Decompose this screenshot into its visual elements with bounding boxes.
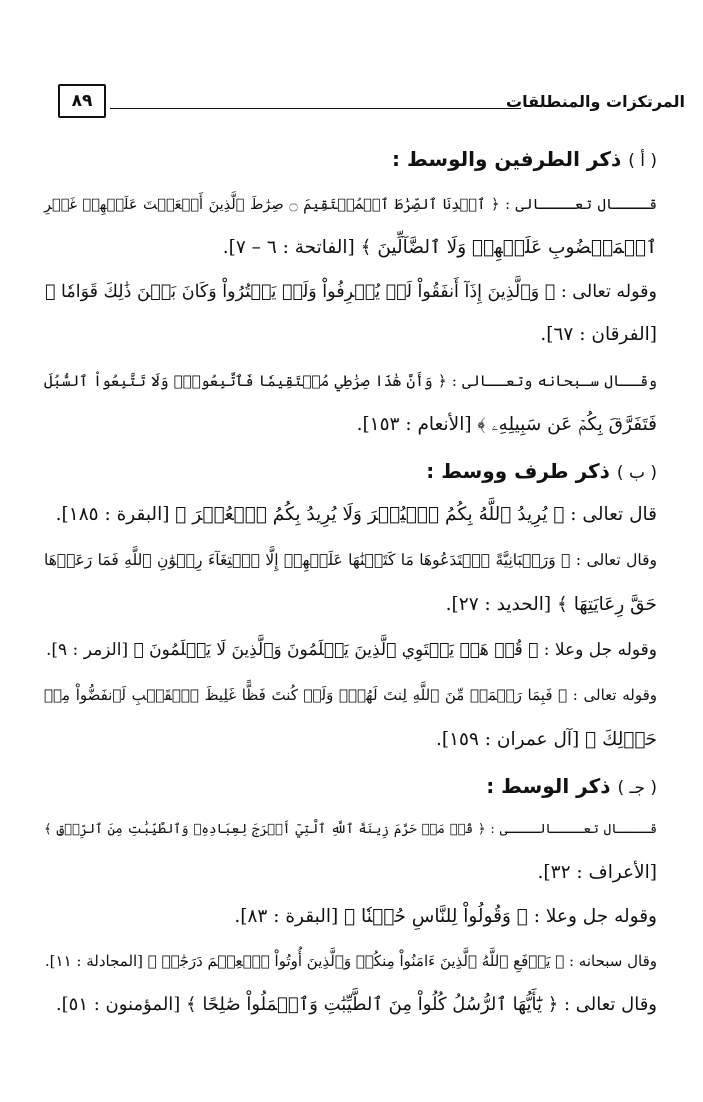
text-line: حَوۡلِكَ ﴾ [آل عمران : ١٥٩]. xyxy=(436,729,657,750)
header-rule xyxy=(110,108,521,109)
page-number: ٨٩ xyxy=(58,84,106,118)
text-line: قــــال تعــــالــــى : ﴿ قُلۡ مَنۡ حَرَّمَ زِينَةَ ٱللَّهِ ٱلَّتِيٓ أَخۡرَجَ لِعِبَادِهِۦ وَٱلطَّيِّبَٰتِ مِنَ ٱلرِّزۡقِ ﴾ xyxy=(44,822,657,837)
text-line: وقال سبحانه : ﴿ يَرۡفَعِ ٱللَّهُ ٱلَّذِينَ ءَامَنُواْ مِنكُمۡ وَٱلَّذِينَ أُوتُواْ ٱلۡعِلۡمَ دَرَجَٰتٖ ﴾ [المجادلة : ١١]. xyxy=(44,952,657,970)
section-heading-a xyxy=(392,144,657,176)
text-line: [الأعراف : ٣٢]. xyxy=(537,862,657,883)
section-heading-c xyxy=(486,771,657,803)
section-title: ذكر الطرفين والوسط : xyxy=(392,147,622,171)
text-line: قــــال تعــــالى : ﴿ ٱهۡدِنَا ٱلصِّرَٰطَ ٱلۡمُسۡتَقِيمَ ۝ صِرَٰطَ ٱلَّذِينَ أَنۡعَمۡتَ عَلَيۡهِمۡ غَيۡرِ xyxy=(44,197,657,213)
running-title: المرتكزات والمنطلقات xyxy=(506,92,685,111)
text-line: فَتَفَرَّقَ بِكُمۡ عَن سَبِيلِهِۦ ﴾ [الأنعام : ١٥٣]. xyxy=(356,414,657,435)
section-letter: ( ب ) xyxy=(616,463,657,483)
text-line: قال تعالى : ﴿ يُرِيدُ ٱللَّهُ بِكُمُ ٱلۡيُسۡرَ وَلَا يُرِيدُ بِكُمُ ٱلۡعُسۡرَ ﴾ [البقرة : ١٨٥]. xyxy=(55,504,657,525)
running-header xyxy=(58,84,685,124)
section-letter: ( أ ) xyxy=(628,151,657,171)
section-letter: ( جـ ) xyxy=(617,778,657,798)
text-line: وقوله تعالى : ﴿ وَٱلَّذِينَ إِذَآ أَنفَقُواْ لَمۡ يُسۡرِفُواْ وَلَمۡ يَقۡتُرُواْ وَكَانَ بَيۡنَ ذَٰلِكَ قَوَامٗا ﴾ xyxy=(44,282,657,302)
text-line: [الفرقان : ٦٧]. xyxy=(540,324,657,345)
text-line: وقوله تعالى : ﴿ فَبِمَا رَحۡمَةٖ مِّنَ ٱللَّهِ لِنتَ لَهُمۡۖ وَلَوۡ كُنتَ فَظًّا غَلِيظَ ٱلۡقَلۡبِ لَٱنفَضُّواْ مِنۡ xyxy=(44,686,657,704)
section-heading-b xyxy=(426,456,657,488)
text-line: وقــال سـبحانه وتعــالى : ﴿ وَأَنَّ هَٰذَا صِرَٰطِي مُسۡتَقِيمٗا فَٱتَّبِعُوهُۖ وَلَا تَتَّبِعُواْ ٱلسُّبُلَ xyxy=(44,372,657,390)
text-line: حَقَّ رِعَايَتِهَا ﴾ [الحديد : ٢٧]. xyxy=(445,594,657,615)
text-line: وقال تعالى : ﴿ يَٰٓأَيُّهَا ٱلرُّسُلُ كُلُواْ مِنَ ٱلطَّيِّبَٰتِ وَٱعۡمَلُواْ صَٰلِحًا ﴾ [المؤمنون : ٥١]. xyxy=(55,994,657,1015)
text-line: وقوله جل وعلا : ﴿ وَقُولُواْ لِلنَّاسِ حُسۡنٗا ﴾ [البقرة : ٨٣]. xyxy=(234,906,657,927)
text-line: وقوله جل وعلا : ﴿ قُلۡ هَلۡ يَسۡتَوِي ٱلَّذِينَ يَعۡلَمُونَ وَٱلَّذِينَ لَا يَعۡلَمُونَ ﴾ [الزمر : ٩]. xyxy=(45,640,657,660)
text-line: وقال تعالى : ﴿ وَرَهۡبَانِيَّةً ٱبۡتَدَعُوهَا مَا كَتَبۡنَٰهَا عَلَيۡهِمۡ إِلَّا ٱبۡتِغَآءَ رِضۡوَٰنِ ٱللَّهِ فَمَا رَعَوۡهَا xyxy=(44,551,657,569)
text-line: ٱلۡمَغۡضُوبِ عَلَيۡهِمۡ وَلَا ٱلضَّآلِّينَ ﴾ [الفاتحة : ٦ – ٧]. xyxy=(222,237,657,258)
section-title: ذكر طرف ووسط : xyxy=(426,459,610,483)
section-title: ذكر الوسط : xyxy=(486,774,611,798)
